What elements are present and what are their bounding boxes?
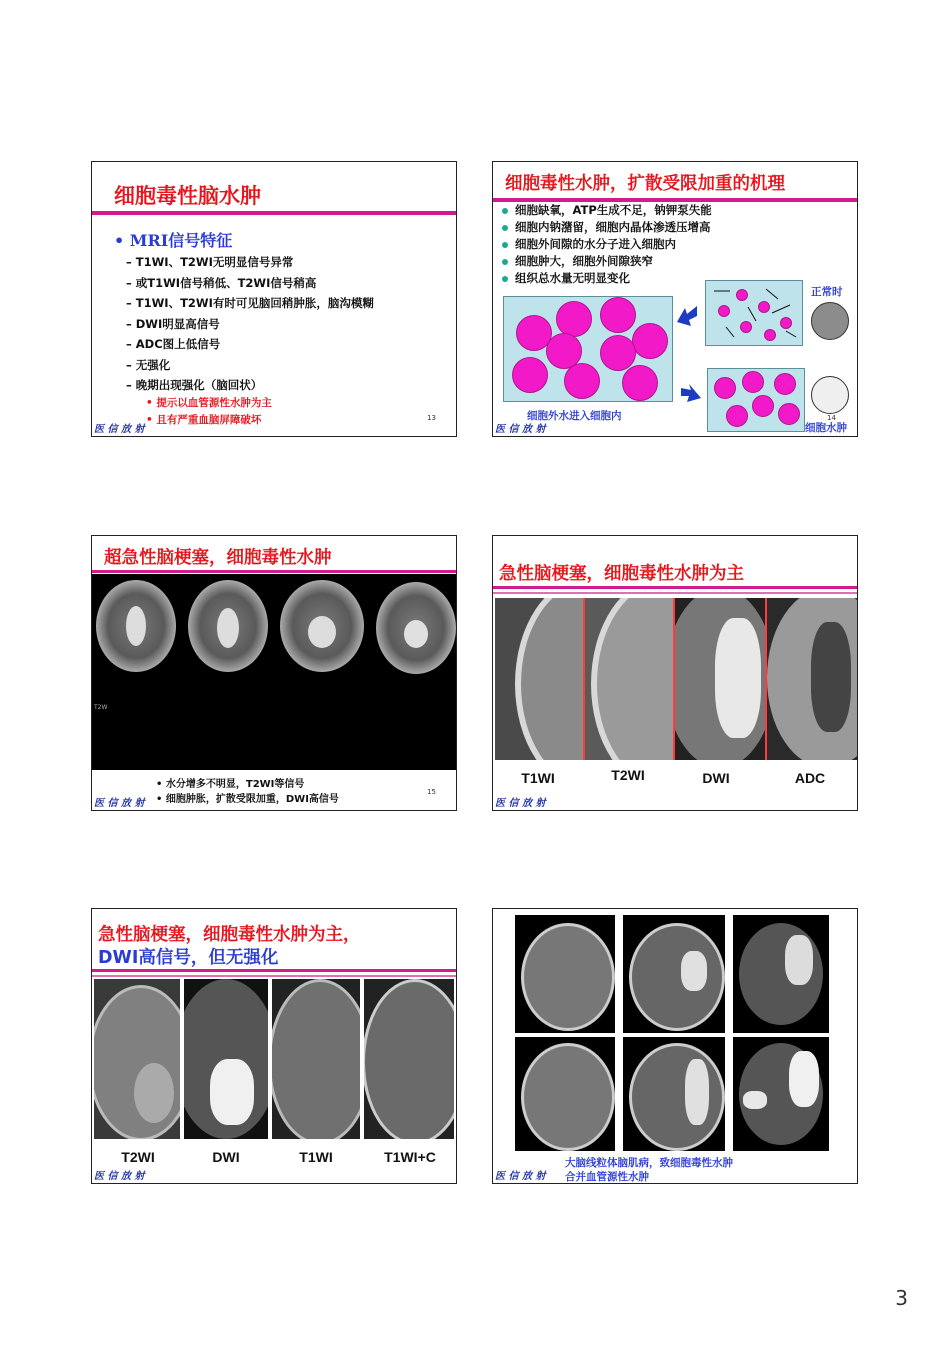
brain-slices-image xyxy=(92,574,456,684)
slide-16 xyxy=(492,535,858,811)
mri-panel-row2-dwi xyxy=(733,1037,829,1151)
mri-panel-t2wi xyxy=(94,979,180,1139)
label-dwi: DWI xyxy=(212,1149,240,1165)
title-divider xyxy=(92,969,456,972)
sub-list xyxy=(126,252,374,396)
inflow-label: 细胞外水进入细胞内 xyxy=(527,410,622,422)
label-t2wi: T2WI xyxy=(611,767,645,783)
slide-title: 细胞毒性水肿，扩散受限加重的机理 xyxy=(505,174,785,194)
footer-logo: 医 信 放 射 xyxy=(94,798,145,809)
slide-number: 14 xyxy=(827,414,836,422)
main-bullet: • MRI信号特征 xyxy=(114,231,233,250)
slide-17 xyxy=(91,908,457,1184)
slide-18 xyxy=(492,908,858,1184)
cell xyxy=(774,373,796,395)
cell xyxy=(778,403,800,425)
bullet-list xyxy=(499,202,712,287)
normal-label: 正常时 xyxy=(811,286,843,298)
cell xyxy=(564,363,600,399)
mri-panel-dwi xyxy=(675,598,767,760)
mri-panel-row2-t1 xyxy=(515,1037,615,1151)
list-item: – 无强化 xyxy=(126,357,171,372)
cell xyxy=(600,335,636,371)
cell xyxy=(714,377,736,399)
list-item: 细胞肿大，细胞外间隙狭窄 xyxy=(499,253,712,270)
list-item: • 水分增多不明显，T2WI等信号 xyxy=(156,779,305,790)
list-item: • 提示以血管源性水肿为主 xyxy=(146,397,272,409)
caption-line2: 合并血管源性水肿 xyxy=(565,1171,649,1183)
notes xyxy=(156,778,339,807)
page-number: 3 xyxy=(895,1286,908,1310)
edema-signal-circle xyxy=(811,376,849,414)
slide-13 xyxy=(91,161,457,437)
swollen-tissue-diagram xyxy=(503,296,673,402)
title-divider-thin xyxy=(493,592,857,594)
title-divider xyxy=(92,570,456,573)
footer-logo: 医 信 放 射 xyxy=(495,1171,546,1182)
label-t1wi: T1WI xyxy=(521,770,555,786)
mri-panel-t1wi xyxy=(272,979,360,1139)
slide-14 xyxy=(492,161,858,437)
footer-logo: 医 信 放 射 xyxy=(94,424,145,435)
mri-panel-row1-dwi xyxy=(733,915,829,1033)
list-item: – 或T1WI信号稍低、T2WI信号稍高 xyxy=(126,275,317,290)
mri-panel-t1wi-c xyxy=(364,979,454,1139)
cell xyxy=(512,357,548,393)
list-item: – DWI明显高信号 xyxy=(126,316,220,331)
list-item: – ADC图上低信号 xyxy=(126,337,221,351)
cell xyxy=(556,301,592,337)
list-item: 细胞缺氧，ATP生成不足，钠钾泵失能 xyxy=(499,202,712,219)
slide-title-line2: DWI高信号，但无强化 xyxy=(98,948,279,968)
edema-tissue-diagram xyxy=(707,368,805,432)
list-item: • 细胞肿胀，扩散受限加重，DWI高信号 xyxy=(156,793,339,805)
mri-panel-dwi xyxy=(184,979,268,1139)
mri-panel-row1-t2 xyxy=(623,915,725,1033)
slide-title: 细胞毒性脑水肿 xyxy=(114,184,261,208)
label-dwi: DWI xyxy=(702,770,730,786)
label-t1wi: T1WI xyxy=(299,1149,333,1165)
label-adc: ADC xyxy=(794,770,826,786)
normal-tissue-diagram xyxy=(705,280,803,346)
list-item: • 且有严重血脑屏障破坏 xyxy=(146,414,262,426)
mri-panel-adc xyxy=(767,598,857,760)
label-t1wi-c: T1WI+C xyxy=(384,1149,436,1165)
mri-panel-row2-t2 xyxy=(623,1037,725,1151)
list-item: – T1WI、T2WI有时可见脑回稍肿胀，脑沟模糊 xyxy=(126,296,374,310)
cell xyxy=(622,365,658,401)
mri-panel-row1-t1 xyxy=(515,915,615,1033)
title-divider-thin xyxy=(92,975,456,977)
list-item: – 晚期出现强化（脑回状） xyxy=(126,378,263,392)
mri-strip-t2w xyxy=(92,574,456,770)
footer-logo: 医 信 放 射 xyxy=(495,424,546,435)
title-divider xyxy=(493,586,857,589)
cell xyxy=(632,323,668,359)
slide-title: 超急性脑梗塞，细胞毒性水肿 xyxy=(104,548,332,568)
slide-number: 13 xyxy=(427,414,436,422)
list-item: – T1WI、T2WI无明显信号异常 xyxy=(126,255,294,269)
list-item: 细胞内钠潴留，细胞内晶体渗透压增高 xyxy=(499,219,712,236)
normal-signal-circle xyxy=(811,302,849,340)
mri-panel-t2wi xyxy=(585,598,675,760)
edema-label: 细胞水肿 xyxy=(805,422,847,434)
sub-sub-list xyxy=(146,395,272,429)
slide-15 xyxy=(91,535,457,811)
caption-line1: 大脑线粒体脑肌病，致细胞毒性水肿 xyxy=(565,1157,733,1169)
title-divider xyxy=(92,211,456,215)
cell xyxy=(600,297,636,333)
cell xyxy=(752,395,774,417)
list-item: 组织总水量无明显变化 xyxy=(499,270,712,287)
slide-number: 15 xyxy=(427,788,436,796)
label-t2wi: T2WI xyxy=(121,1149,155,1165)
footer-logo: 医 信 放 射 xyxy=(94,1171,145,1182)
water-arrows-icon xyxy=(706,281,802,345)
mri-panel-t1wi xyxy=(495,598,585,760)
arrow-left-icon xyxy=(675,304,699,326)
image-tag: T2W xyxy=(94,704,108,711)
footer-logo: 医 信 放 射 xyxy=(495,798,546,809)
slide-title: 急性脑梗塞，细胞毒性水肿为主 xyxy=(499,564,744,584)
slide-title-line1: 急性脑梗塞，细胞毒性水肿为主， xyxy=(98,925,361,945)
cell xyxy=(742,371,764,393)
arrow-right-icon xyxy=(679,384,703,406)
list-item: 细胞外间隙的水分子进入细胞内 xyxy=(499,236,712,253)
cell xyxy=(726,405,748,427)
